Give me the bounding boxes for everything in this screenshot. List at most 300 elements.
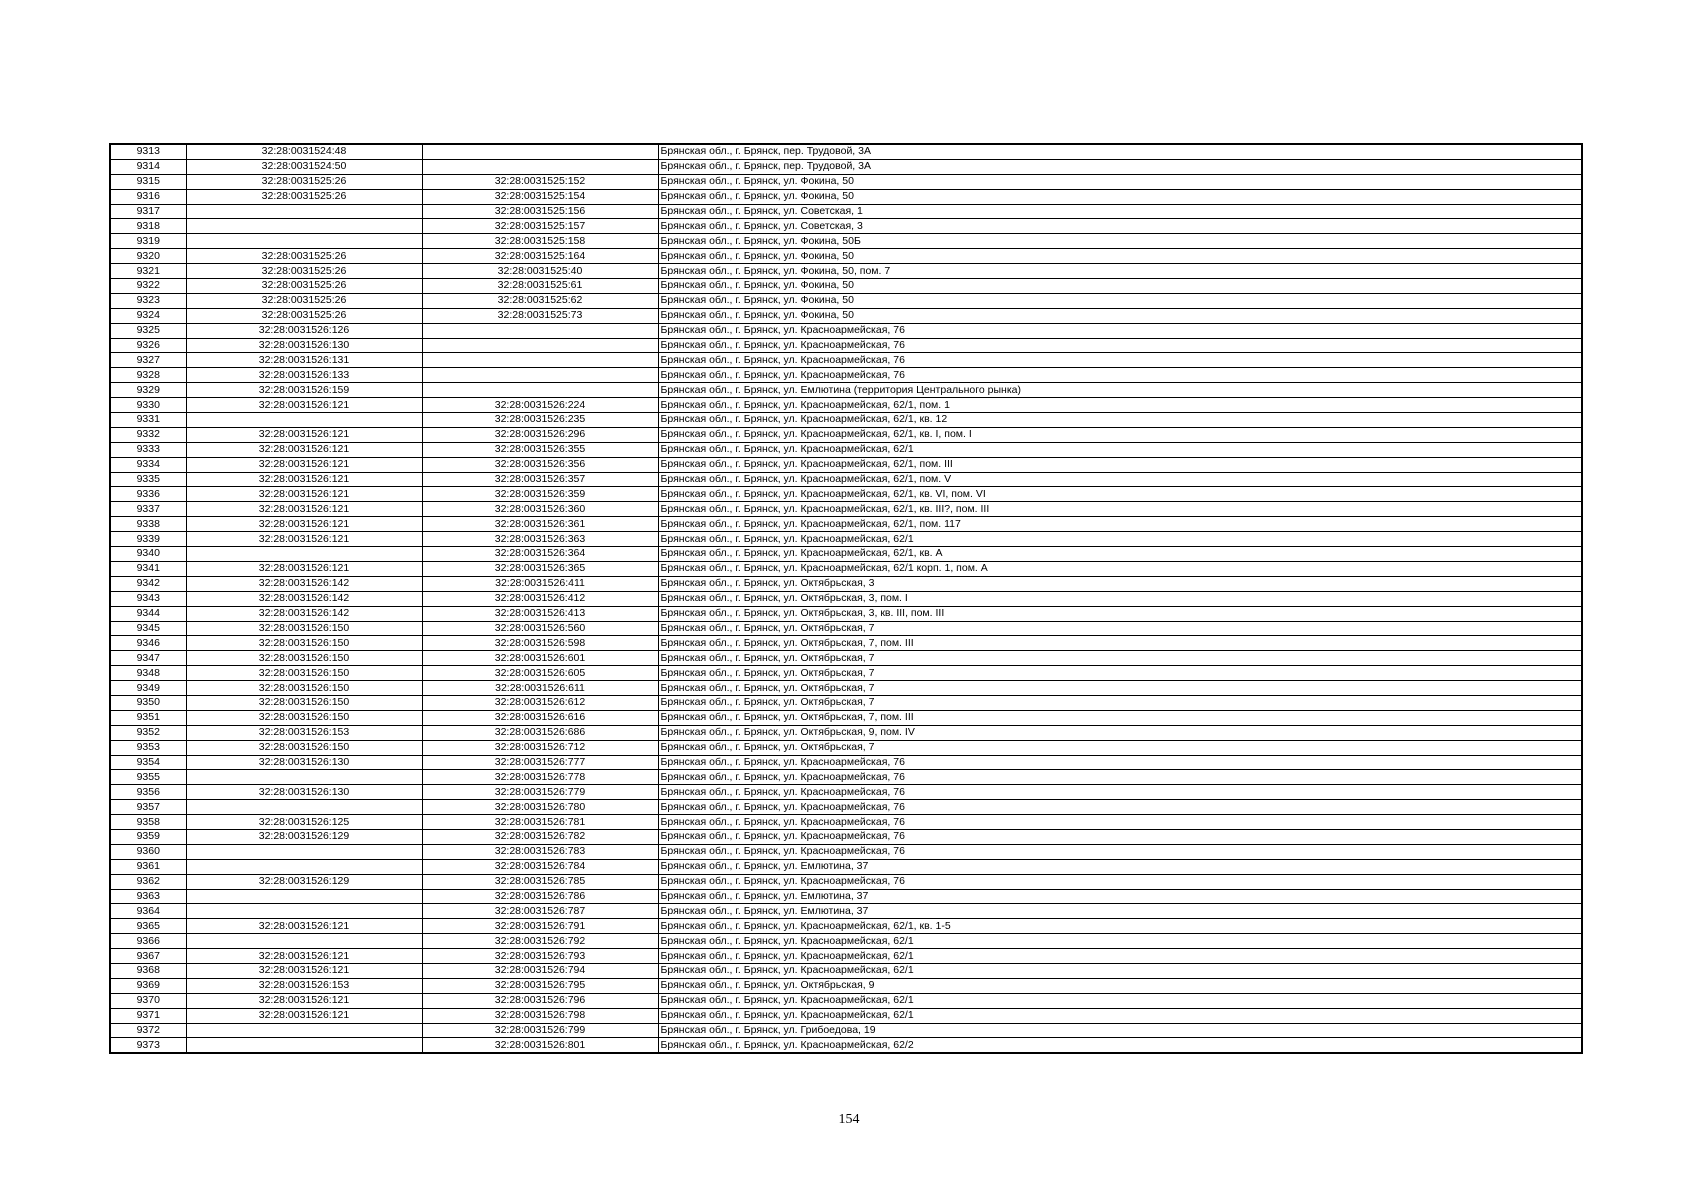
- object-number-cell: 32:28:0031526:799: [422, 1023, 658, 1038]
- row-number-cell: 9331: [110, 413, 186, 428]
- table-row: [110, 293, 1582, 308]
- parcel-number-cell: 32:28:0031525:26: [186, 249, 422, 264]
- table-row: [110, 934, 1582, 949]
- address-cell: Брянская обл., г. Брянск, ул. Октябрьская, 3: [658, 576, 1582, 591]
- address-cell: Брянская обл., г. Брянск, ул. Красноармейская, 62/1: [658, 934, 1582, 949]
- table-row: [110, 755, 1582, 770]
- object-number-cell: 32:28:0031525:40: [422, 264, 658, 279]
- object-number-cell: [422, 368, 658, 383]
- object-number-cell: 32:28:0031525:62: [422, 293, 658, 308]
- row-number-cell: 9361: [110, 859, 186, 874]
- row-number-cell: 9328: [110, 368, 186, 383]
- object-number-cell: 32:28:0031526:411: [422, 576, 658, 591]
- table-row: [110, 874, 1582, 889]
- object-number-cell: 32:28:0031526:616: [422, 710, 658, 725]
- row-number-cell: 9338: [110, 517, 186, 532]
- parcel-number-cell: [186, 1038, 422, 1053]
- table-row: [110, 636, 1582, 651]
- row-number-cell: 9316: [110, 189, 186, 204]
- table-row: [110, 993, 1582, 1008]
- address-cell: Брянская обл., г. Брянск, ул. Красноармейская, 62/1: [658, 1008, 1582, 1023]
- parcel-number-cell: 32:28:0031526:130: [186, 755, 422, 770]
- table-row: [110, 159, 1582, 174]
- row-number-cell: 9367: [110, 949, 186, 964]
- object-number-cell: 32:28:0031525:158: [422, 234, 658, 249]
- table-row: [110, 710, 1582, 725]
- address-cell: Брянская обл., г. Брянск, ул. Емлютина, 37: [658, 904, 1582, 919]
- object-number-cell: 32:28:0031526:796: [422, 993, 658, 1008]
- address-cell: Брянская обл., г. Брянск, ул. Красноармейская, 76: [658, 815, 1582, 830]
- parcel-number-cell: [186, 413, 422, 428]
- row-number-cell: 9318: [110, 219, 186, 234]
- parcel-number-cell: 32:28:0031526:121: [186, 919, 422, 934]
- parcel-number-cell: [186, 844, 422, 859]
- address-cell: Брянская обл., г. Брянск, ул. Красноармейская, 76: [658, 368, 1582, 383]
- address-cell: Брянская обл., г. Брянск, ул. Красноармейская, 62/1 корп. 1, пом. А: [658, 561, 1582, 576]
- object-number-cell: 32:28:0031526:798: [422, 1008, 658, 1023]
- table-row: [110, 904, 1582, 919]
- row-number-cell: 9350: [110, 695, 186, 710]
- parcel-number-cell: 32:28:0031525:26: [186, 264, 422, 279]
- address-cell: Брянская обл., г. Брянск, ул. Красноармейская, 76: [658, 755, 1582, 770]
- row-number-cell: 9332: [110, 427, 186, 442]
- object-number-cell: 32:28:0031526:779: [422, 785, 658, 800]
- table-row: [110, 308, 1582, 323]
- table-row: [110, 323, 1582, 338]
- object-number-cell: 32:28:0031525:154: [422, 189, 658, 204]
- parcel-number-cell: 32:28:0031526:129: [186, 874, 422, 889]
- parcel-number-cell: 32:28:0031525:26: [186, 174, 422, 189]
- table-row: [110, 413, 1582, 428]
- parcel-number-cell: 32:28:0031526:142: [186, 606, 422, 621]
- object-number-cell: 32:28:0031526:794: [422, 963, 658, 978]
- address-cell: Брянская обл., г. Брянск, ул. Фокина, 50Б: [658, 234, 1582, 249]
- object-number-cell: [422, 338, 658, 353]
- address-cell: Брянская обл., г. Брянск, ул. Красноармейская, 76: [658, 785, 1582, 800]
- table-row: [110, 189, 1582, 204]
- address-cell: Брянская обл., г. Брянск, ул. Октябрьская, 9: [658, 978, 1582, 993]
- row-number-cell: 9363: [110, 889, 186, 904]
- address-cell: Брянская обл., г. Брянск, ул. Красноармейская, 76: [658, 353, 1582, 368]
- address-cell: Брянская обл., г. Брянск, ул. Красноармейская, 62/1: [658, 442, 1582, 457]
- row-number-cell: 9321: [110, 264, 186, 279]
- parcel-number-cell: 32:28:0031524:48: [186, 144, 422, 159]
- parcel-number-cell: 32:28:0031526:126: [186, 323, 422, 338]
- row-number-cell: 9320: [110, 249, 186, 264]
- object-number-cell: 32:28:0031525:156: [422, 204, 658, 219]
- table-row: [110, 1008, 1582, 1023]
- parcel-number-cell: [186, 1023, 422, 1038]
- table-row: [110, 144, 1582, 159]
- address-cell: Брянская обл., г. Брянск, ул. Красноармейская, 76: [658, 829, 1582, 844]
- object-number-cell: 32:28:0031526:413: [422, 606, 658, 621]
- table-row: [110, 725, 1582, 740]
- object-number-cell: 32:28:0031526:787: [422, 904, 658, 919]
- parcel-number-cell: 32:28:0031526:150: [186, 710, 422, 725]
- table-row: [110, 398, 1582, 413]
- table-row: [110, 963, 1582, 978]
- row-number-cell: 9333: [110, 442, 186, 457]
- table-row: [110, 681, 1582, 696]
- object-number-cell: 32:28:0031526:605: [422, 666, 658, 681]
- object-number-cell: 32:28:0031526:359: [422, 487, 658, 502]
- row-number-cell: 9372: [110, 1023, 186, 1038]
- object-number-cell: 32:28:0031526:784: [422, 859, 658, 874]
- address-cell: Брянская обл., г. Брянск, пер. Трудовой, 3А: [658, 159, 1582, 174]
- address-cell: Брянская обл., г. Брянск, ул. Красноармейская, 76: [658, 844, 1582, 859]
- object-number-cell: 32:28:0031526:786: [422, 889, 658, 904]
- address-cell: Брянская обл., г. Брянск, ул. Фокина, 50: [658, 174, 1582, 189]
- row-number-cell: 9348: [110, 666, 186, 681]
- object-number-cell: 32:28:0031526:792: [422, 934, 658, 949]
- object-number-cell: [422, 159, 658, 174]
- parcel-number-cell: 32:28:0031526:153: [186, 978, 422, 993]
- address-cell: Брянская обл., г. Брянск, ул. Фокина, 50: [658, 189, 1582, 204]
- row-number-cell: 9346: [110, 636, 186, 651]
- row-number-cell: 9364: [110, 904, 186, 919]
- row-number-cell: 9349: [110, 681, 186, 696]
- table-row: [110, 234, 1582, 249]
- table-row: [110, 591, 1582, 606]
- address-cell: Брянская обл., г. Брянск, ул. Красноармейская, 76: [658, 338, 1582, 353]
- address-cell: Брянская обл., г. Брянск, ул. Емлютина, 37: [658, 859, 1582, 874]
- table-row: [110, 249, 1582, 264]
- table-row: [110, 561, 1582, 576]
- row-number-cell: 9323: [110, 293, 186, 308]
- table-row: [110, 1038, 1582, 1053]
- parcel-number-cell: 32:28:0031526:133: [186, 368, 422, 383]
- row-number-cell: 9322: [110, 279, 186, 294]
- table-row: [110, 427, 1582, 442]
- table-row: [110, 666, 1582, 681]
- object-number-cell: 32:28:0031526:781: [422, 815, 658, 830]
- address-cell: Брянская обл., г. Брянск, ул. Красноармейская, 62/1, кв. А: [658, 547, 1582, 562]
- parcel-number-cell: 32:28:0031526:129: [186, 829, 422, 844]
- parcel-number-cell: [186, 770, 422, 785]
- parcel-number-cell: 32:28:0031526:150: [186, 666, 422, 681]
- table-row: [110, 338, 1582, 353]
- row-number-cell: 9325: [110, 323, 186, 338]
- address-cell: Брянская обл., г. Брянск, ул. Октябрьская, 7: [658, 695, 1582, 710]
- table-row: [110, 800, 1582, 815]
- object-number-cell: 32:28:0031526:355: [422, 442, 658, 457]
- row-number-cell: 9357: [110, 800, 186, 815]
- row-number-cell: 9352: [110, 725, 186, 740]
- row-number-cell: 9343: [110, 591, 186, 606]
- parcel-number-cell: 32:28:0031526:142: [186, 576, 422, 591]
- row-number-cell: 9341: [110, 561, 186, 576]
- registry-table-body: [110, 144, 1582, 1053]
- row-number-cell: 9345: [110, 621, 186, 636]
- address-cell: Брянская обл., г. Брянск, ул. Советская, 1: [658, 204, 1582, 219]
- table-row: [110, 889, 1582, 904]
- address-cell: Брянская обл., г. Брянск, ул. Красноармейская, 62/1, пом. 1: [658, 398, 1582, 413]
- row-number-cell: 9324: [110, 308, 186, 323]
- table-row: [110, 204, 1582, 219]
- address-cell: Брянская обл., г. Брянск, ул. Фокина, 50: [658, 293, 1582, 308]
- registry-table: [109, 143, 1583, 1054]
- address-cell: Брянская обл., г. Брянск, ул. Октябрьская, 7: [658, 681, 1582, 696]
- table-row: [110, 383, 1582, 398]
- parcel-number-cell: [186, 800, 422, 815]
- row-number-cell: 9353: [110, 740, 186, 755]
- parcel-number-cell: [186, 889, 422, 904]
- parcel-number-cell: 32:28:0031526:121: [186, 963, 422, 978]
- object-number-cell: [422, 323, 658, 338]
- registry-sheet: [109, 143, 1581, 1054]
- address-cell: Брянская обл., г. Брянск, ул. Красноармейская, 62/1, кв. I, пом. I: [658, 427, 1582, 442]
- table-row: [110, 919, 1582, 934]
- object-number-cell: 32:28:0031526:782: [422, 829, 658, 844]
- row-number-cell: 9356: [110, 785, 186, 800]
- object-number-cell: 32:28:0031525:152: [422, 174, 658, 189]
- parcel-number-cell: 32:28:0031525:26: [186, 293, 422, 308]
- row-number-cell: 9347: [110, 651, 186, 666]
- object-number-cell: 32:28:0031526:611: [422, 681, 658, 696]
- row-number-cell: 9358: [110, 815, 186, 830]
- object-number-cell: 32:28:0031525:61: [422, 279, 658, 294]
- object-number-cell: 32:28:0031526:560: [422, 621, 658, 636]
- address-cell: Брянская обл., г. Брянск, ул. Грибоедова, 19: [658, 1023, 1582, 1038]
- table-row: [110, 517, 1582, 532]
- table-row: [110, 576, 1582, 591]
- address-cell: Брянская обл., г. Брянск, пер. Трудовой, 3А: [658, 144, 1582, 159]
- parcel-number-cell: [186, 234, 422, 249]
- address-cell: Брянская обл., г. Брянск, ул. Красноармейская, 76: [658, 323, 1582, 338]
- parcel-number-cell: 32:28:0031526:150: [186, 681, 422, 696]
- row-number-cell: 9339: [110, 532, 186, 547]
- row-number-cell: 9330: [110, 398, 186, 413]
- address-cell: Брянская обл., г. Брянск, ул. Фокина, 50: [658, 279, 1582, 294]
- row-number-cell: 9369: [110, 978, 186, 993]
- address-cell: Брянская обл., г. Брянск, ул. Советская, 3: [658, 219, 1582, 234]
- parcel-number-cell: 32:28:0031526:131: [186, 353, 422, 368]
- row-number-cell: 9314: [110, 159, 186, 174]
- address-cell: Брянская обл., г. Брянск, ул. Октябрьская, 7: [658, 666, 1582, 681]
- object-number-cell: 32:28:0031526:364: [422, 547, 658, 562]
- parcel-number-cell: [186, 904, 422, 919]
- address-cell: Брянская обл., г. Брянск, ул. Красноармейская, 62/1: [658, 963, 1582, 978]
- parcel-number-cell: 32:28:0031526:121: [186, 561, 422, 576]
- address-cell: Брянская обл., г. Брянск, ул. Октябрьская, 7: [658, 651, 1582, 666]
- parcel-number-cell: 32:28:0031526:121: [186, 427, 422, 442]
- object-number-cell: 32:28:0031525:164: [422, 249, 658, 264]
- address-cell: Брянская обл., г. Брянск, ул. Фокина, 50: [658, 249, 1582, 264]
- address-cell: Брянская обл., г. Брянск, ул. Октябрьская, 7, пом. III: [658, 710, 1582, 725]
- parcel-number-cell: 32:28:0031526:130: [186, 338, 422, 353]
- address-cell: Брянская обл., г. Брянск, ул. Красноармейская, 62/1, пом. III: [658, 457, 1582, 472]
- table-row: [110, 532, 1582, 547]
- row-number-cell: 9373: [110, 1038, 186, 1053]
- parcel-number-cell: 32:28:0031526:121: [186, 1008, 422, 1023]
- address-cell: Брянская обл., г. Брянск, ул. Октябрьская, 7: [658, 740, 1582, 755]
- table-row: [110, 442, 1582, 457]
- table-row: [110, 547, 1582, 562]
- parcel-number-cell: 32:28:0031526:130: [186, 785, 422, 800]
- parcel-number-cell: 32:28:0031526:121: [186, 517, 422, 532]
- parcel-number-cell: 32:28:0031526:153: [186, 725, 422, 740]
- object-number-cell: 32:28:0031526:801: [422, 1038, 658, 1053]
- row-number-cell: 9359: [110, 829, 186, 844]
- address-cell: Брянская обл., г. Брянск, ул. Красноармейская, 76: [658, 770, 1582, 785]
- address-cell: Брянская обл., г. Брянск, ул. Красноармейская, 62/1: [658, 993, 1582, 1008]
- parcel-number-cell: [186, 219, 422, 234]
- object-number-cell: 32:28:0031526:601: [422, 651, 658, 666]
- parcel-number-cell: [186, 204, 422, 219]
- parcel-number-cell: 32:28:0031526:121: [186, 949, 422, 964]
- object-number-cell: 32:28:0031526:365: [422, 561, 658, 576]
- object-number-cell: 32:28:0031526:356: [422, 457, 658, 472]
- table-row: [110, 1023, 1582, 1038]
- address-cell: Брянская обл., г. Брянск, ул. Фокина, 50: [658, 308, 1582, 323]
- table-row: [110, 174, 1582, 189]
- address-cell: Брянская обл., г. Брянск, ул. Красноармейская, 62/1: [658, 949, 1582, 964]
- parcel-number-cell: 32:28:0031525:26: [186, 279, 422, 294]
- table-row: [110, 621, 1582, 636]
- object-number-cell: 32:28:0031526:412: [422, 591, 658, 606]
- row-number-cell: 9317: [110, 204, 186, 219]
- table-row: [110, 844, 1582, 859]
- address-cell: Брянская обл., г. Брянск, ул. Емлютина, 37: [658, 889, 1582, 904]
- table-row: [110, 740, 1582, 755]
- object-number-cell: 32:28:0031526:785: [422, 874, 658, 889]
- object-number-cell: 32:28:0031526:363: [422, 532, 658, 547]
- address-cell: Брянская обл., г. Брянск, ул. Красноармейская, 62/2: [658, 1038, 1582, 1053]
- object-number-cell: 32:28:0031526:357: [422, 472, 658, 487]
- parcel-number-cell: 32:28:0031526:142: [186, 591, 422, 606]
- row-number-cell: 9365: [110, 919, 186, 934]
- row-number-cell: 9351: [110, 710, 186, 725]
- row-number-cell: 9329: [110, 383, 186, 398]
- row-number-cell: 9360: [110, 844, 186, 859]
- parcel-number-cell: 32:28:0031525:26: [186, 189, 422, 204]
- parcel-number-cell: 32:28:0031526:121: [186, 398, 422, 413]
- address-cell: Брянская обл., г. Брянск, ул. Красноармейская, 62/1, кв. 12: [658, 413, 1582, 428]
- row-number-cell: 9326: [110, 338, 186, 353]
- address-cell: Брянская обл., г. Брянск, ул. Красноармейская, 62/1, кв. VI, пом. VI: [658, 487, 1582, 502]
- object-number-cell: 32:28:0031526:795: [422, 978, 658, 993]
- parcel-number-cell: 32:28:0031526:150: [186, 740, 422, 755]
- object-number-cell: [422, 144, 658, 159]
- table-row: [110, 829, 1582, 844]
- object-number-cell: 32:28:0031526:360: [422, 502, 658, 517]
- table-row: [110, 219, 1582, 234]
- row-number-cell: 9340: [110, 547, 186, 562]
- table-row: [110, 487, 1582, 502]
- parcel-number-cell: 32:28:0031526:121: [186, 487, 422, 502]
- row-number-cell: 9335: [110, 472, 186, 487]
- row-number-cell: 9370: [110, 993, 186, 1008]
- row-number-cell: 9337: [110, 502, 186, 517]
- row-number-cell: 9342: [110, 576, 186, 591]
- table-row: [110, 785, 1582, 800]
- row-number-cell: 9327: [110, 353, 186, 368]
- object-number-cell: 32:28:0031526:296: [422, 427, 658, 442]
- row-number-cell: 9355: [110, 770, 186, 785]
- parcel-number-cell: 32:28:0031526:150: [186, 636, 422, 651]
- object-number-cell: 32:28:0031525:157: [422, 219, 658, 234]
- object-number-cell: 32:28:0031526:224: [422, 398, 658, 413]
- row-number-cell: 9334: [110, 457, 186, 472]
- object-number-cell: 32:28:0031526:783: [422, 844, 658, 859]
- table-row: [110, 353, 1582, 368]
- address-cell: Брянская обл., г. Брянск, ул. Красноармейская, 76: [658, 874, 1582, 889]
- address-cell: Брянская обл., г. Брянск, ул. Октябрьская, 3, кв. III, пом. III: [658, 606, 1582, 621]
- object-number-cell: 32:28:0031526:777: [422, 755, 658, 770]
- address-cell: Брянская обл., г. Брянск, ул. Красноармейская, 62/1, кв. 1-5: [658, 919, 1582, 934]
- row-number-cell: 9371: [110, 1008, 186, 1023]
- address-cell: Брянская обл., г. Брянск, ул. Красноармейская, 62/1: [658, 532, 1582, 547]
- object-number-cell: 32:28:0031526:778: [422, 770, 658, 785]
- object-number-cell: 32:28:0031526:780: [422, 800, 658, 815]
- page-number: 154: [838, 1112, 860, 1127]
- parcel-number-cell: 32:28:0031524:50: [186, 159, 422, 174]
- address-cell: Брянская обл., г. Брянск, ул. Красноармейская, 62/1, пом. V: [658, 472, 1582, 487]
- address-cell: Брянская обл., г. Брянск, ул. Красноармейская, 76: [658, 800, 1582, 815]
- row-number-cell: 9313: [110, 144, 186, 159]
- table-row: [110, 279, 1582, 294]
- row-number-cell: 9354: [110, 755, 186, 770]
- address-cell: Брянская обл., г. Брянск, ул. Емлютина (территория Центрального рынка): [658, 383, 1582, 398]
- parcel-number-cell: 32:28:0031526:150: [186, 651, 422, 666]
- object-number-cell: 32:28:0031526:791: [422, 919, 658, 934]
- parcel-number-cell: [186, 934, 422, 949]
- table-row: [110, 949, 1582, 964]
- address-cell: Брянская обл., г. Брянск, ул. Красноармейская, 62/1, пом. 117: [658, 517, 1582, 532]
- address-cell: Брянская обл., г. Брянск, ул. Октябрьская, 3, пом. I: [658, 591, 1582, 606]
- table-row: [110, 368, 1582, 383]
- object-number-cell: 32:28:0031526:235: [422, 413, 658, 428]
- address-cell: Брянская обл., г. Брянск, ул. Октябрьская, 7: [658, 621, 1582, 636]
- row-number-cell: 9368: [110, 963, 186, 978]
- table-row: [110, 472, 1582, 487]
- object-number-cell: [422, 353, 658, 368]
- parcel-number-cell: 32:28:0031526:121: [186, 502, 422, 517]
- parcel-number-cell: 32:28:0031525:26: [186, 308, 422, 323]
- parcel-number-cell: 32:28:0031526:121: [186, 993, 422, 1008]
- parcel-number-cell: 32:28:0031526:121: [186, 442, 422, 457]
- object-number-cell: [422, 383, 658, 398]
- object-number-cell: 32:28:0031525:73: [422, 308, 658, 323]
- parcel-number-cell: 32:28:0031526:159: [186, 383, 422, 398]
- address-cell: Брянская обл., г. Брянск, ул. Октябрьская, 7, пом. III: [658, 636, 1582, 651]
- parcel-number-cell: 32:28:0031526:121: [186, 472, 422, 487]
- object-number-cell: 32:28:0031526:361: [422, 517, 658, 532]
- row-number-cell: 9315: [110, 174, 186, 189]
- table-row: [110, 770, 1582, 785]
- table-row: [110, 978, 1582, 993]
- object-number-cell: 32:28:0031526:598: [422, 636, 658, 651]
- table-row: [110, 502, 1582, 517]
- table-row: [110, 695, 1582, 710]
- table-row: [110, 606, 1582, 621]
- parcel-number-cell: 32:28:0031526:150: [186, 621, 422, 636]
- object-number-cell: 32:28:0031526:612: [422, 695, 658, 710]
- table-row: [110, 457, 1582, 472]
- parcel-number-cell: 32:28:0031526:150: [186, 695, 422, 710]
- row-number-cell: 9336: [110, 487, 186, 502]
- table-row: [110, 264, 1582, 279]
- row-number-cell: 9366: [110, 934, 186, 949]
- row-number-cell: 9319: [110, 234, 186, 249]
- row-number-cell: 9362: [110, 874, 186, 889]
- table-row: [110, 859, 1582, 874]
- parcel-number-cell: 32:28:0031526:121: [186, 532, 422, 547]
- table-row: [110, 651, 1582, 666]
- parcel-number-cell: [186, 859, 422, 874]
- table-row: [110, 815, 1582, 830]
- object-number-cell: 32:28:0031526:686: [422, 725, 658, 740]
